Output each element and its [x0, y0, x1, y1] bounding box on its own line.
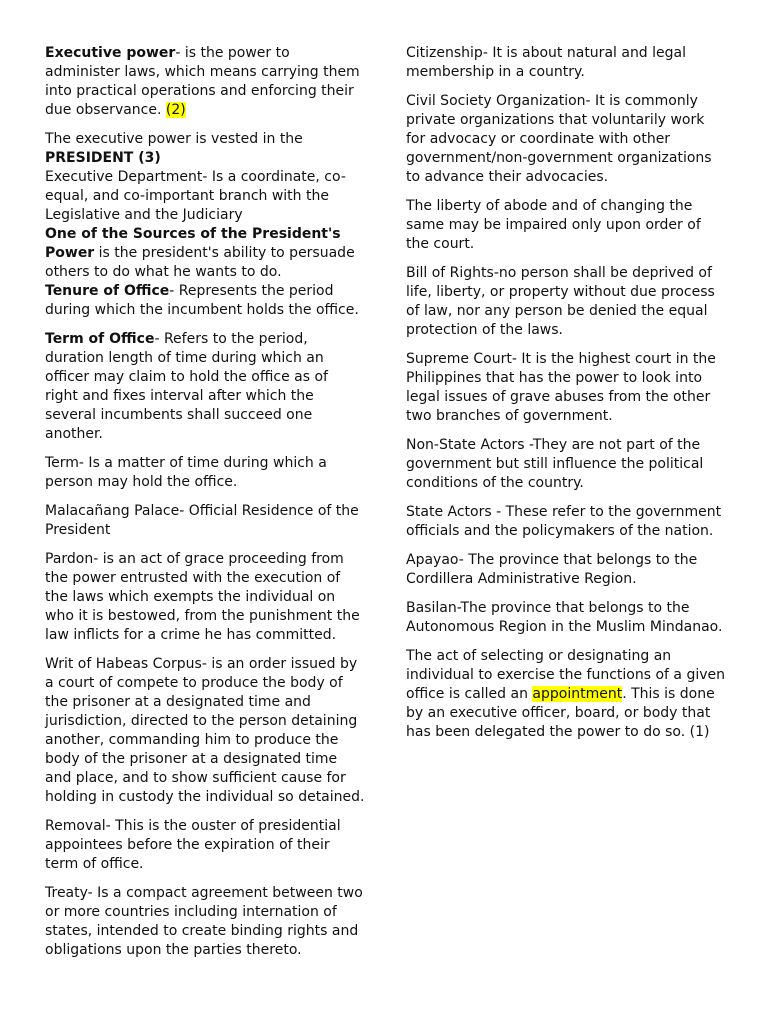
def-term: Term- Is a matter of time during which a person may hold the office.: [45, 455, 327, 490]
highlight-ref: (2): [165, 102, 186, 118]
def-citizenship: Citizenship- It is about natural and legal membership in a country.: [406, 45, 687, 80]
def-bill-of-rights: Bill of Rights-no person shall be deprived of life, liberty, or property without due process of law, nor any person be denied the equal protection of the laws.: [406, 265, 715, 338]
def-tenure-of-office: Tenure of Office- Represents the period during which the incumbent holds the office.: [45, 283, 359, 318]
def-liberty-of-abode: The liberty of abode and of changing the same may be impaired only upon order of the court.: [406, 198, 701, 252]
left-column: [45, 44, 365, 970]
def-executive-vested: The executive power is vested in the PRESIDENT (3): [45, 131, 303, 166]
def-executive-power: Executive power- is the power to administer laws, which means carrying them into practical operations and enforcing their due observance. (2): [45, 45, 360, 118]
right-column: [406, 44, 726, 752]
def-non-state-actors: Non-State Actors -They are not part of the government but still influence the political conditions of the country.: [406, 437, 704, 491]
def-habeas-corpus: Writ of Habeas Corpus- is an order issued by a court of compete to produce the body of the prisoner at a designated time and jurisdiction, directed to the person detaining another, commanding him to produce the body of the prisoner at a designated time and place, and to show sufficient cause for holding in custody the individual so detained.: [45, 656, 365, 805]
def-appointment: The act of selecting or designating an individual to exercise the functions of a given office is called an appointment. This is done by an executive officer, board, or body that has been delegated the power to do so. (1): [406, 648, 726, 740]
def-apayao: Apayao- The province that belongs to the Cordillera Administrative Region.: [406, 552, 698, 587]
def-treaty: Treaty- Is a compact agreement between two or more countries including internation of states, intended to create binding rights and obligations upon the parties thereto.: [45, 885, 363, 958]
def-civil-society: Civil Society Organization- It is commonly private organizations that voluntarily work for advocacy or coordinate with other government/non-government organizations to advance their advocacies.: [406, 93, 712, 185]
def-pardon: Pardon- is an act of grace proceeding from the power entrusted with the execution of the laws which exempts the individual on who it is bestowed, from the punishment the law inflicts for a crime he has committed.: [45, 551, 360, 643]
def-malacanang: Malacañang Palace- Official Residence of the President: [45, 503, 359, 538]
def-basilan: Basilan-The province that belongs to the Autonomous Region in the Muslim Mindanao.: [406, 600, 723, 635]
def-removal: Removal- This is the ouster of presidential appointees before the expiration of their term of office.: [45, 818, 341, 872]
def-term-of-office: Term of Office- Refers to the period, duration length of time during which an officer may claim to hold the office as of right and fixes interval after which the several incumbents shall succeed one another.: [45, 331, 328, 442]
def-supreme-court: Supreme Court- It is the highest court in the Philippines that has the power to look into legal issues of grave abuses from the other two branches of government.: [406, 351, 716, 424]
highlight-appointment: appointment: [532, 686, 623, 702]
def-sources-of-power: One of the Sources of the President's Power is the president's ability to persuade others to do what he wants to do.: [45, 226, 355, 280]
def-executive-department: Executive Department- Is a coordinate, co-equal, and co-important branch with the Legislative and the Judiciary: [45, 169, 346, 223]
def-state-actors: State Actors - These refer to the government officials and the policymakers of the nation.: [406, 504, 722, 539]
